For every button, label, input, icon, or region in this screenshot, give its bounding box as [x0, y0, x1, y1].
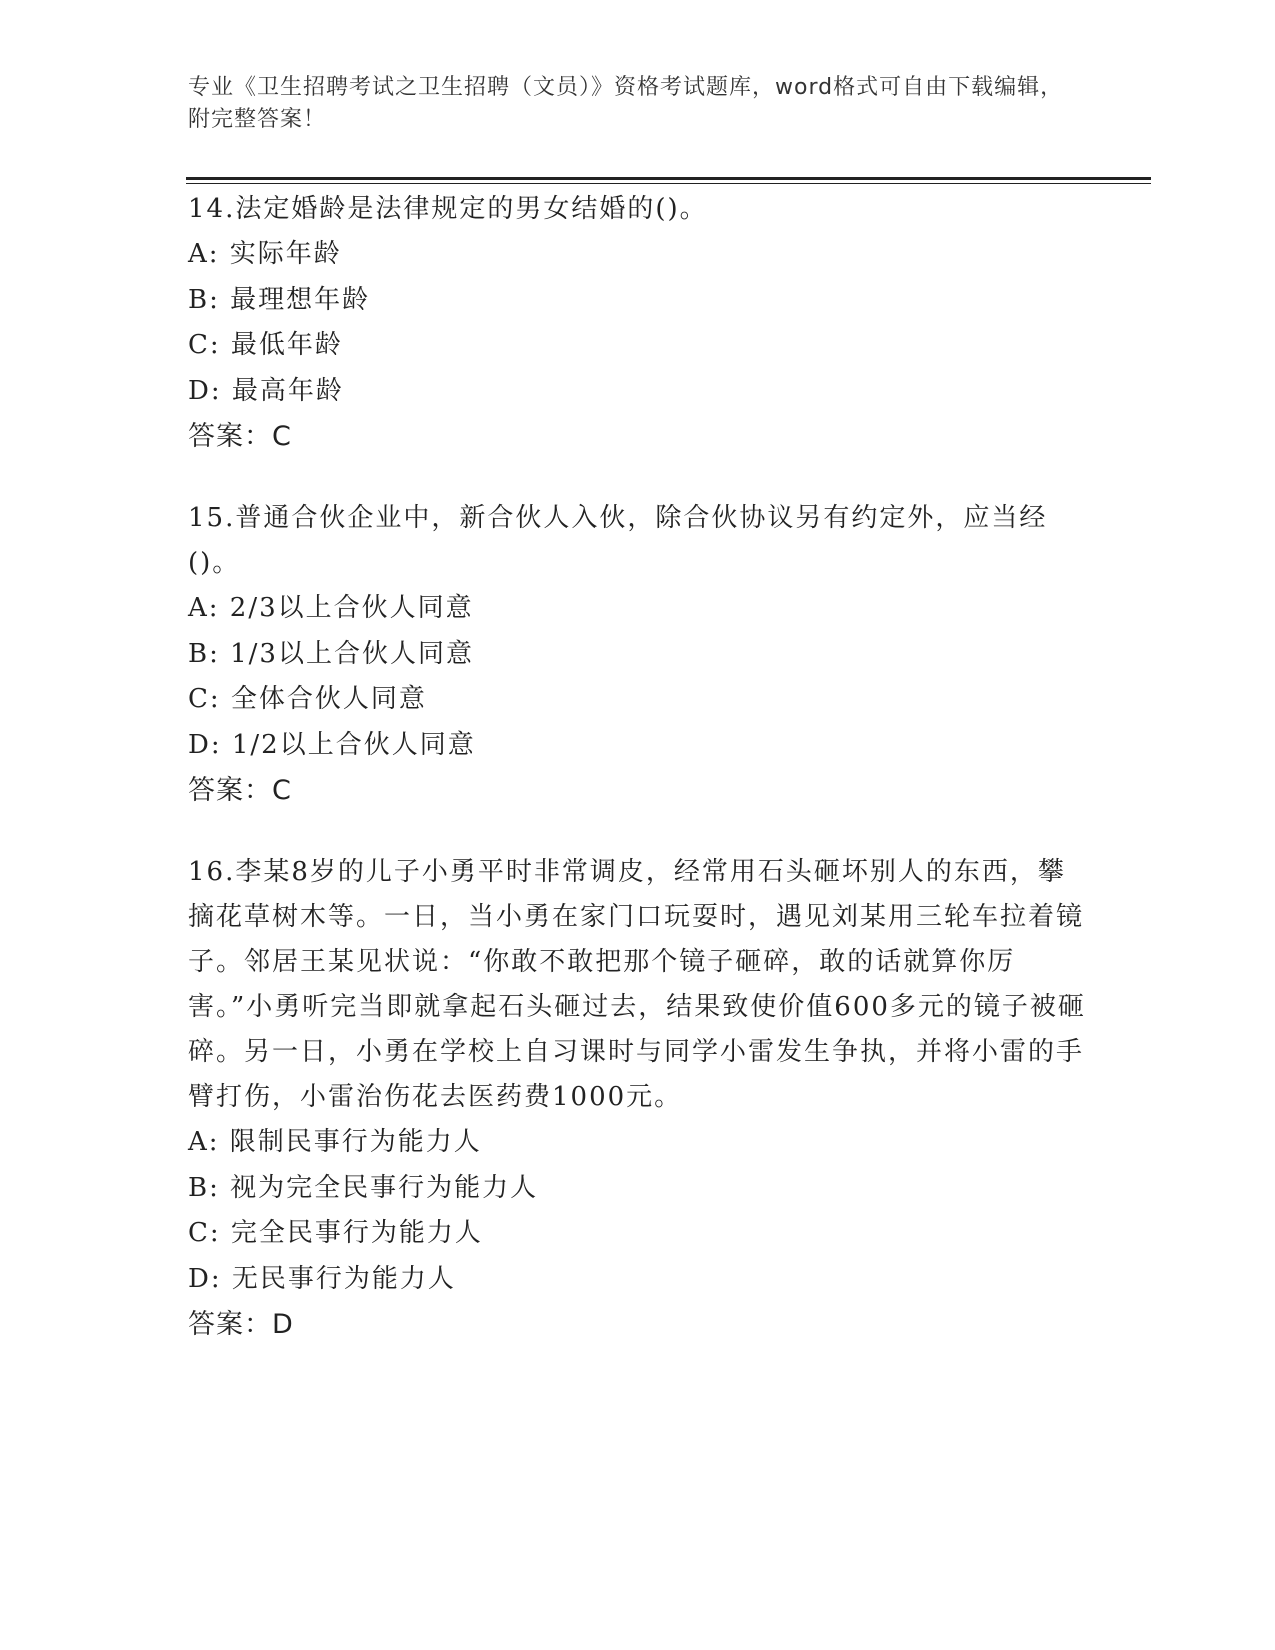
answer: 答案：C	[188, 421, 292, 452]
answer: 答案：C	[188, 775, 292, 806]
option-b: B: 1/3以上合伙人同意	[188, 638, 474, 669]
answer: 答案：D	[188, 1309, 294, 1340]
question-15	[188, 496, 1088, 814]
option-c: C: 全体合伙人同意	[188, 684, 427, 714]
header-divider-thin	[186, 183, 1151, 184]
question-stem: 15.普通合伙企业中，新合伙人入伙，除合伙协议另有约定外，应当经()。	[188, 503, 1048, 578]
question-14	[188, 187, 1088, 460]
header-divider-thick	[186, 177, 1151, 180]
option-a: A: 限制民事行为能力人	[188, 1127, 482, 1157]
option-d: D: 最高年龄	[188, 375, 344, 406]
option-a: A: 2/3以上合伙人同意	[188, 593, 474, 623]
question-16	[188, 850, 1088, 1348]
question-list	[188, 187, 1088, 1384]
question-stem: 16.李某8岁的儿子小勇平时非常调皮，经常用石头砸坏别人的东西，攀摘花草树木等。一日，当小勇在家门口玩耍时，遇见刘某用三轮车拉着镜子。邻居王某见状说：“你敢不敢把那个镜子砸碎，敢的话就算你厉害。”小勇听完当即就拿起石头砸过去，结果致使价值600多元的镜子被砸碎。另一日，小勇在学校上自习课时与同学小雷发生争执，并将小雷的手臂打伤，小雷治伤花去医药费1000元。	[188, 857, 1086, 1112]
option-b: B: 视为完全民事行为能力人	[188, 1172, 539, 1203]
option-b: B: 最理想年龄	[188, 284, 371, 315]
document-header: 专业《卫生招聘考试之卫生招聘（文员）》资格考试题库，word格式可自由下载编辑，附完整答案！	[188, 75, 1064, 132]
option-a: A: 实际年龄	[188, 239, 342, 269]
option-c: C: 最低年龄	[188, 330, 343, 360]
option-d: D: 1/2以上合伙人同意	[188, 729, 476, 760]
question-stem: 14.法定婚龄是法律规定的男女结婚的()。	[188, 194, 708, 224]
option-c: C: 完全民事行为能力人	[188, 1218, 483, 1248]
option-d: D: 无民事行为能力人	[188, 1263, 456, 1294]
